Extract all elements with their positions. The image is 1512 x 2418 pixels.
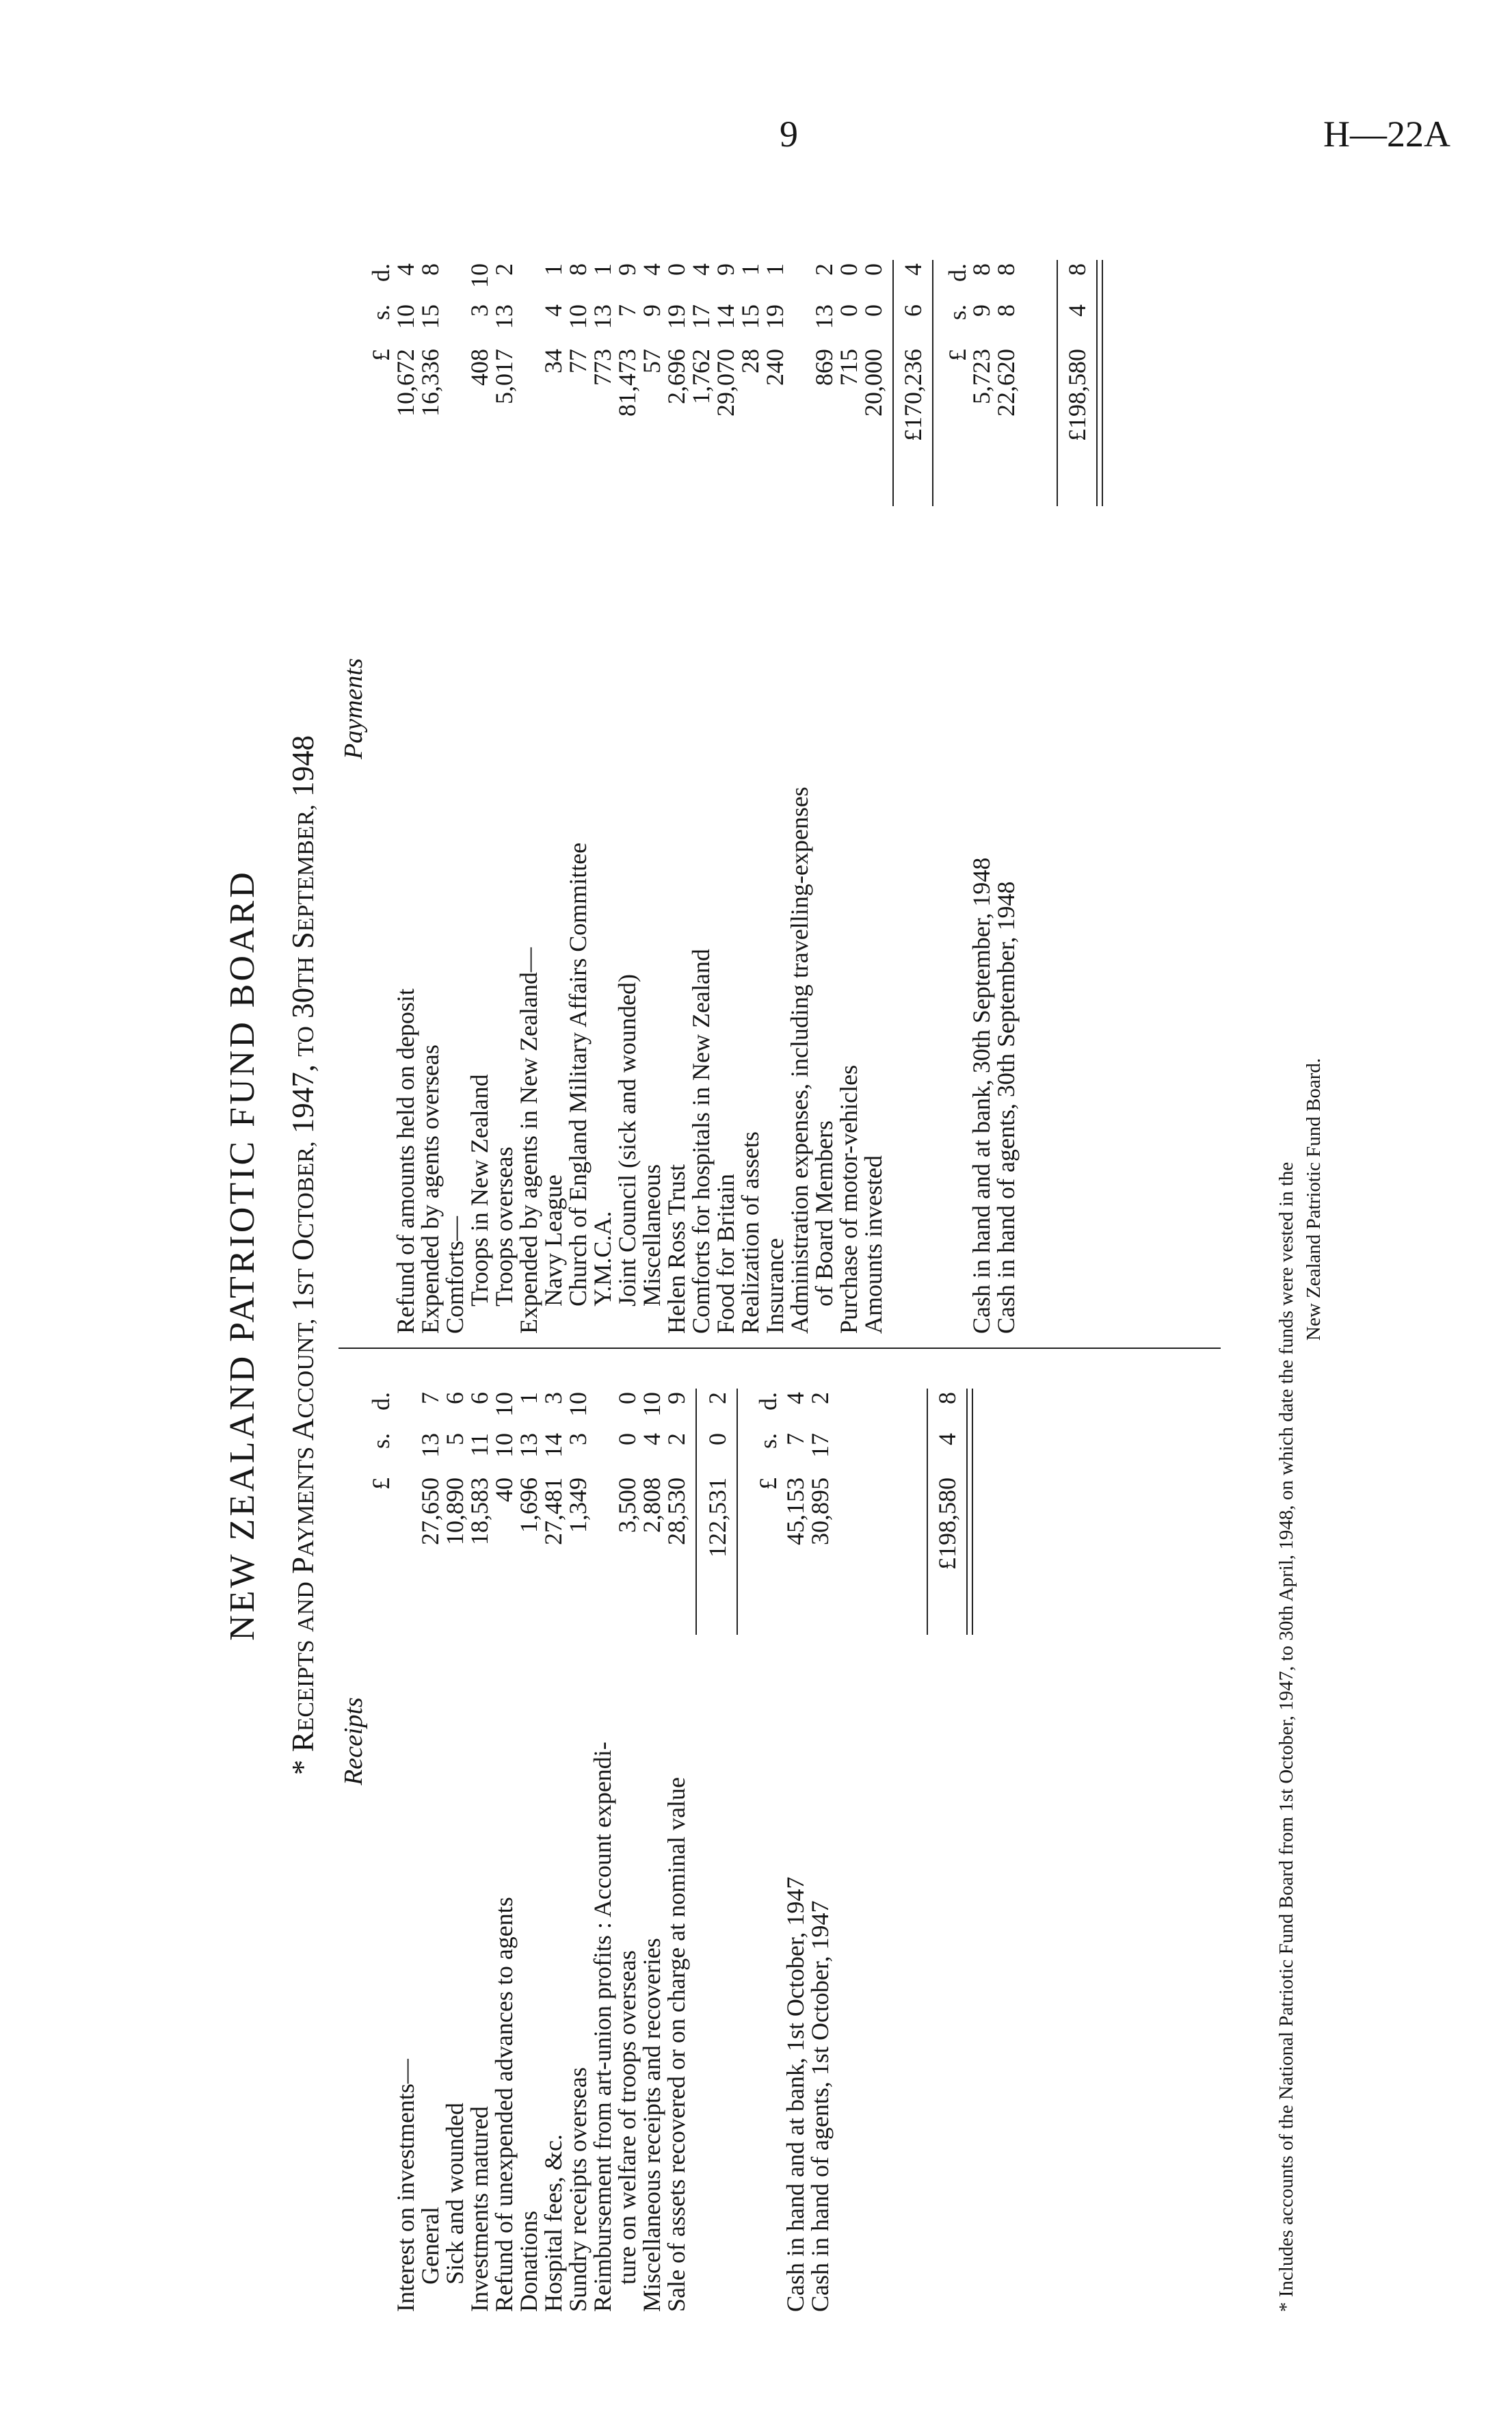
receipts-shillings: 13 — [515, 1433, 542, 1458]
receipts-pence: 2 — [704, 1392, 731, 1404]
receipts-pounds: £ — [754, 1477, 782, 1490]
payments-rule — [892, 260, 894, 506]
receipts-shillings: 13 — [416, 1433, 444, 1458]
payments-row-label: Administration expenses, including travelling-expenses — [786, 787, 813, 1334]
receipts-pence: d. — [754, 1392, 782, 1410]
receipts-row-label: ture on welfare of troops overseas — [613, 1950, 641, 2285]
payments-shillings: 9 — [968, 304, 995, 317]
payments-pounds: 869 — [810, 349, 838, 386]
subtitle-part: CTOBER, — [293, 1141, 319, 1239]
payments-pence: d. — [944, 263, 971, 282]
payments-shillings: 0 — [835, 304, 862, 317]
receipts-row-label: Miscellaneous receipts and recoveries — [638, 1938, 665, 2312]
payments-pence: 8 — [968, 263, 995, 276]
payments-row — [860, 150, 887, 2360]
payments-shillings: 3 — [466, 304, 493, 317]
receipts-shillings: 2 — [663, 1433, 690, 1445]
payments-pence: 10 — [466, 263, 493, 288]
payments-row-label: Navy League — [540, 1174, 567, 1306]
receipts-cash-label: Cash in hand and at bank, 1st October, 1947 — [782, 1876, 809, 2312]
receipts-pence: 4 — [782, 1392, 809, 1404]
payments-total-row — [1063, 150, 1091, 2360]
receipts-pounds: 27,481 — [540, 1477, 567, 1545]
rotated-statement — [209, 150, 1412, 2360]
payments-shillings: 13 — [490, 304, 518, 329]
receipts-row-label: Sundry receipts overseas — [564, 2067, 592, 2312]
payments-pence: 4 — [899, 263, 927, 276]
receipts-pounds: 122,531 — [704, 1477, 731, 1558]
payments-pence: 8 — [416, 263, 444, 276]
subtitle-part: ST — [293, 1268, 319, 1296]
payments-shillings: 15 — [737, 304, 764, 329]
payments-pence: 1 — [540, 263, 567, 276]
payments-pounds: £198,580 — [1063, 349, 1091, 441]
payments-pence: 0 — [835, 263, 862, 276]
receipts-shillings: 0 — [613, 1433, 641, 1445]
receipts-heading: Receipts — [339, 1697, 368, 1785]
payments-row-label: Troops in New Zealand — [466, 1074, 493, 1306]
payments-row-label: Expended by agents in New Zealand— — [515, 947, 542, 1334]
payments-rule — [1096, 260, 1098, 506]
payments-row-label: Miscellaneous — [638, 1164, 665, 1306]
payments-row — [638, 150, 665, 2360]
payments-pence: 0 — [860, 263, 887, 276]
receipts-row-label: Hospital fees, &c. — [540, 2134, 567, 2312]
payments-shillings: 8 — [992, 304, 1020, 317]
receipts-row-label: Sick and wounded — [441, 2103, 468, 2285]
payments-row-label: Refund of amounts held on deposit — [392, 988, 419, 1334]
receipts-shillings: s. — [367, 1433, 395, 1449]
payments-pence: 1 — [589, 263, 616, 276]
subtitle-part: 1948 — [286, 735, 320, 797]
payments-shillings: 19 — [663, 304, 690, 329]
payments-row — [810, 150, 838, 2360]
payments-rule — [1102, 260, 1103, 506]
payments-pounds: 408 — [466, 349, 493, 386]
payments-row-label: Church of England Military Affairs Committee — [564, 842, 592, 1306]
receipts-pounds: £198,580 — [933, 1477, 961, 1570]
payments-rule — [1057, 260, 1058, 506]
statement-subtitle — [285, 150, 321, 2360]
payments-row-label: Realization of assets — [737, 1131, 764, 1334]
payments-cash-currency-header — [944, 150, 971, 2360]
receipts-row-label: Interest on investments— — [392, 2059, 419, 2312]
subtitle-part: R — [286, 1731, 320, 1752]
receipts-pounds: 18,583 — [466, 1477, 493, 1545]
payments-pounds: 240 — [761, 349, 788, 386]
receipts-pounds: 45,153 — [782, 1477, 809, 1545]
receipts-cash-label: Cash in hand of agents, 1st October, 1947 — [806, 1900, 834, 2312]
payments-pounds: 81,473 — [613, 349, 641, 417]
payments-row — [835, 150, 862, 2360]
payments-cash-label: Cash in hand and at bank, 30th September, 1948 — [968, 857, 995, 1334]
payments-shillings: 4 — [540, 304, 567, 317]
payments-shillings: 7 — [613, 304, 641, 317]
receipts-shillings: 11 — [466, 1433, 493, 1457]
receipts-shillings: 7 — [782, 1433, 809, 1445]
receipts-pence: 2 — [806, 1392, 834, 1404]
payments-row-label: Joint Council (sick and wounded) — [613, 974, 641, 1306]
payments-row — [737, 150, 764, 2360]
payments-pounds: £ — [367, 349, 395, 361]
payments-pence: 4 — [638, 263, 665, 276]
receipts-pence: 10 — [638, 1392, 665, 1417]
payments-shillings: 14 — [712, 304, 739, 329]
payments-pounds: 29,070 — [712, 349, 739, 417]
subtitle-part: A — [286, 1418, 320, 1441]
receipts-rule — [927, 1389, 928, 1635]
payments-pounds: 5,017 — [490, 349, 518, 404]
payments-row-label: Food for Britain — [712, 1174, 739, 1334]
receipts-pounds: 27,650 — [416, 1477, 444, 1545]
payments-pounds: 715 — [835, 349, 862, 386]
receipts-pounds: 30,895 — [806, 1477, 834, 1545]
payments-shillings: s. — [944, 304, 971, 321]
page-number: 9 — [780, 114, 798, 155]
subtitle-part: P — [286, 1557, 320, 1575]
payments-row-label: Amounts invested — [860, 1155, 887, 1334]
payments-shillings: 6 — [899, 304, 927, 317]
receipts-pence: d. — [367, 1392, 395, 1410]
payments-pence: 8 — [992, 263, 1020, 276]
payments-cash-label: Cash in hand of agents, 30th September, 1948 — [992, 881, 1020, 1334]
receipts-pounds: 10,890 — [441, 1477, 468, 1545]
payments-pence: 4 — [687, 263, 715, 276]
payments-row — [540, 150, 567, 2360]
payments-shillings: 10 — [564, 304, 592, 329]
payments-pounds: 28 — [737, 349, 764, 373]
payments-pounds: 77 — [564, 349, 592, 373]
receipts-row-label: Sale of assets recovered or on charge at nominal value — [663, 1776, 690, 2312]
payments-subtotal-row — [899, 150, 927, 2360]
payments-row-label: Comforts for hospitals in New Zealand — [687, 949, 715, 1334]
receipts-pence: 1 — [515, 1392, 542, 1404]
payments-row — [589, 150, 616, 2360]
receipts-row-label: Donations — [515, 2211, 542, 2312]
payments-pounds: 2,696 — [663, 349, 690, 404]
payments-row — [663, 150, 690, 2360]
payments-row-label: Y.M.C.A. — [589, 1211, 616, 1306]
payments-pounds: 16,336 — [416, 349, 444, 417]
receipts-pounds: 1,349 — [564, 1477, 592, 1533]
receipts-pence: 6 — [441, 1392, 468, 1404]
payments-row-label: Helen Ross Trust — [663, 1164, 690, 1334]
payments-pounds: £170,236 — [899, 349, 927, 441]
payments-pounds: 57 — [638, 349, 665, 373]
payments-pounds: 22,620 — [992, 349, 1020, 417]
payments-row — [786, 150, 813, 2360]
payments-rule — [932, 260, 933, 506]
subtitle-asterisk: * — [286, 1759, 320, 1776]
receipts-pounds: 2,808 — [638, 1477, 665, 1533]
receipts-pence: 0 — [613, 1392, 641, 1404]
receipts-pounds: 28,530 — [663, 1477, 690, 1545]
footnote-line-1: * Includes accounts of the National Patriotic Fund Board from 1st October, 1947, to 30th April, 1948, on which date the funds were vested in the — [1275, 1161, 1297, 2312]
receipts-shillings: 10 — [490, 1433, 518, 1458]
receipts-shillings: 4 — [933, 1433, 961, 1445]
receipts-pounds: 1,696 — [515, 1477, 542, 1533]
payments-shillings: 15 — [416, 304, 444, 329]
receipts-pence: 8 — [933, 1392, 961, 1404]
payments-shillings: 13 — [810, 304, 838, 329]
receipts-pence: 3 — [540, 1392, 567, 1404]
payments-row — [687, 150, 715, 2360]
subtitle-part: 1 — [286, 1296, 320, 1311]
payments-pounds: 773 — [589, 349, 616, 386]
receipts-pounds: £ — [367, 1477, 395, 1490]
payments-pence: 9 — [613, 263, 641, 276]
subtitle-part: 1947, — [286, 1064, 320, 1134]
payments-row — [441, 150, 468, 2360]
receipts-pounds: 3,500 — [613, 1477, 641, 1533]
payments-pence: d. — [367, 263, 395, 282]
board-title: NEW ZEALAND PATRIOTIC FUND BOARD — [223, 869, 262, 1641]
subtitle-part: EPTEMBER, — [293, 804, 319, 932]
payments-shillings: 10 — [392, 304, 419, 329]
payments-row — [416, 150, 444, 2360]
payments-pence: 8 — [1063, 263, 1091, 276]
receipts-pence: 6 — [466, 1392, 493, 1404]
receipts-shillings: 3 — [564, 1433, 592, 1445]
subtitle-part: CCOUNT, — [293, 1318, 319, 1419]
subtitle-part: AND — [293, 1581, 319, 1632]
receipts-row-label: Investments matured — [466, 2106, 493, 2312]
receipts-shillings: 14 — [540, 1433, 567, 1458]
receipts-pence: 10 — [490, 1392, 518, 1417]
receipts-shillings: 0 — [704, 1433, 731, 1445]
payments-pence: 1 — [761, 263, 788, 276]
payments-heading: Payments — [339, 658, 368, 759]
payments-row — [564, 150, 592, 2360]
receipts-row-label: Reimbursement from art-union profits : Account expendi- — [589, 1742, 616, 2312]
payments-pence: 4 — [392, 263, 419, 276]
payments-pounds: 1,762 — [687, 349, 715, 404]
payments-row — [613, 150, 641, 2360]
receipts-shillings: s. — [754, 1433, 782, 1449]
payments-cash-row — [992, 150, 1020, 2360]
payments-row — [761, 150, 788, 2360]
payments-row — [490, 150, 518, 2360]
payments-pence: 9 — [712, 263, 739, 276]
payments-pence: 8 — [564, 263, 592, 276]
receipts-shillings: 4 — [638, 1433, 665, 1445]
payments-pounds: 5,723 — [968, 349, 995, 404]
payments-pence: 2 — [490, 263, 518, 276]
receipts-pence: 9 — [663, 1392, 690, 1404]
payments-shillings: 4 — [1063, 304, 1091, 317]
payments-shillings: s. — [367, 304, 395, 321]
footnote-line-2: New Zealand Patriotic Fund Board. — [1303, 1057, 1325, 1341]
payments-pounds: 10,672 — [392, 349, 419, 417]
payments-pounds: 20,000 — [860, 349, 887, 417]
subtitle-part: 30 — [286, 987, 320, 1019]
payments-row-label: Expended by agents overseas — [416, 1044, 444, 1334]
payments-shillings: 0 — [860, 304, 887, 317]
payments-row-label: Insurance — [761, 1238, 788, 1334]
receipts-pounds: 40 — [490, 1477, 518, 1502]
payments-row-label: Comforts— — [441, 1215, 468, 1334]
payments-pence: 1 — [737, 263, 764, 276]
subtitle-part: O — [286, 1238, 320, 1261]
payments-shillings: 17 — [687, 304, 715, 329]
payments-row-label: Purchase of motor-vehicles — [835, 1064, 862, 1334]
payments-pence: 2 — [810, 263, 838, 276]
payments-row — [466, 150, 493, 2360]
payments-pence: 0 — [663, 263, 690, 276]
receipts-row-label: General — [416, 2207, 444, 2285]
receipts-pence: 7 — [416, 1392, 444, 1404]
subtitle-part: S — [286, 932, 320, 949]
payments-shillings: 9 — [638, 304, 665, 317]
subtitle-part: TO — [293, 1026, 319, 1057]
payments-shillings: 19 — [761, 304, 788, 329]
page-reference: H—22A — [1323, 114, 1450, 155]
subtitle-part: AYMENTS — [293, 1446, 319, 1558]
payments-pounds: 34 — [540, 349, 567, 373]
payments-row — [392, 150, 419, 2360]
receipts-shillings: 5 — [441, 1433, 468, 1445]
payments-row — [712, 150, 739, 2360]
payments-row-label: of Board Members — [810, 1120, 838, 1306]
payments-shillings: 13 — [589, 304, 616, 329]
receipts-shillings: 17 — [806, 1433, 834, 1458]
receipts-row-label: Refund of unexpended advances to agents — [490, 1897, 518, 2312]
payments-pounds: £ — [944, 349, 971, 361]
payments-row-label: Troops overseas — [490, 1146, 518, 1306]
receipts-pence: 10 — [564, 1392, 592, 1417]
subtitle-part: TH — [293, 956, 319, 988]
payments-currency-header — [367, 150, 395, 2360]
payments-cash-row — [968, 150, 995, 2360]
payments-row — [515, 150, 542, 2360]
subtitle-part: ECEIPTS — [293, 1640, 319, 1732]
